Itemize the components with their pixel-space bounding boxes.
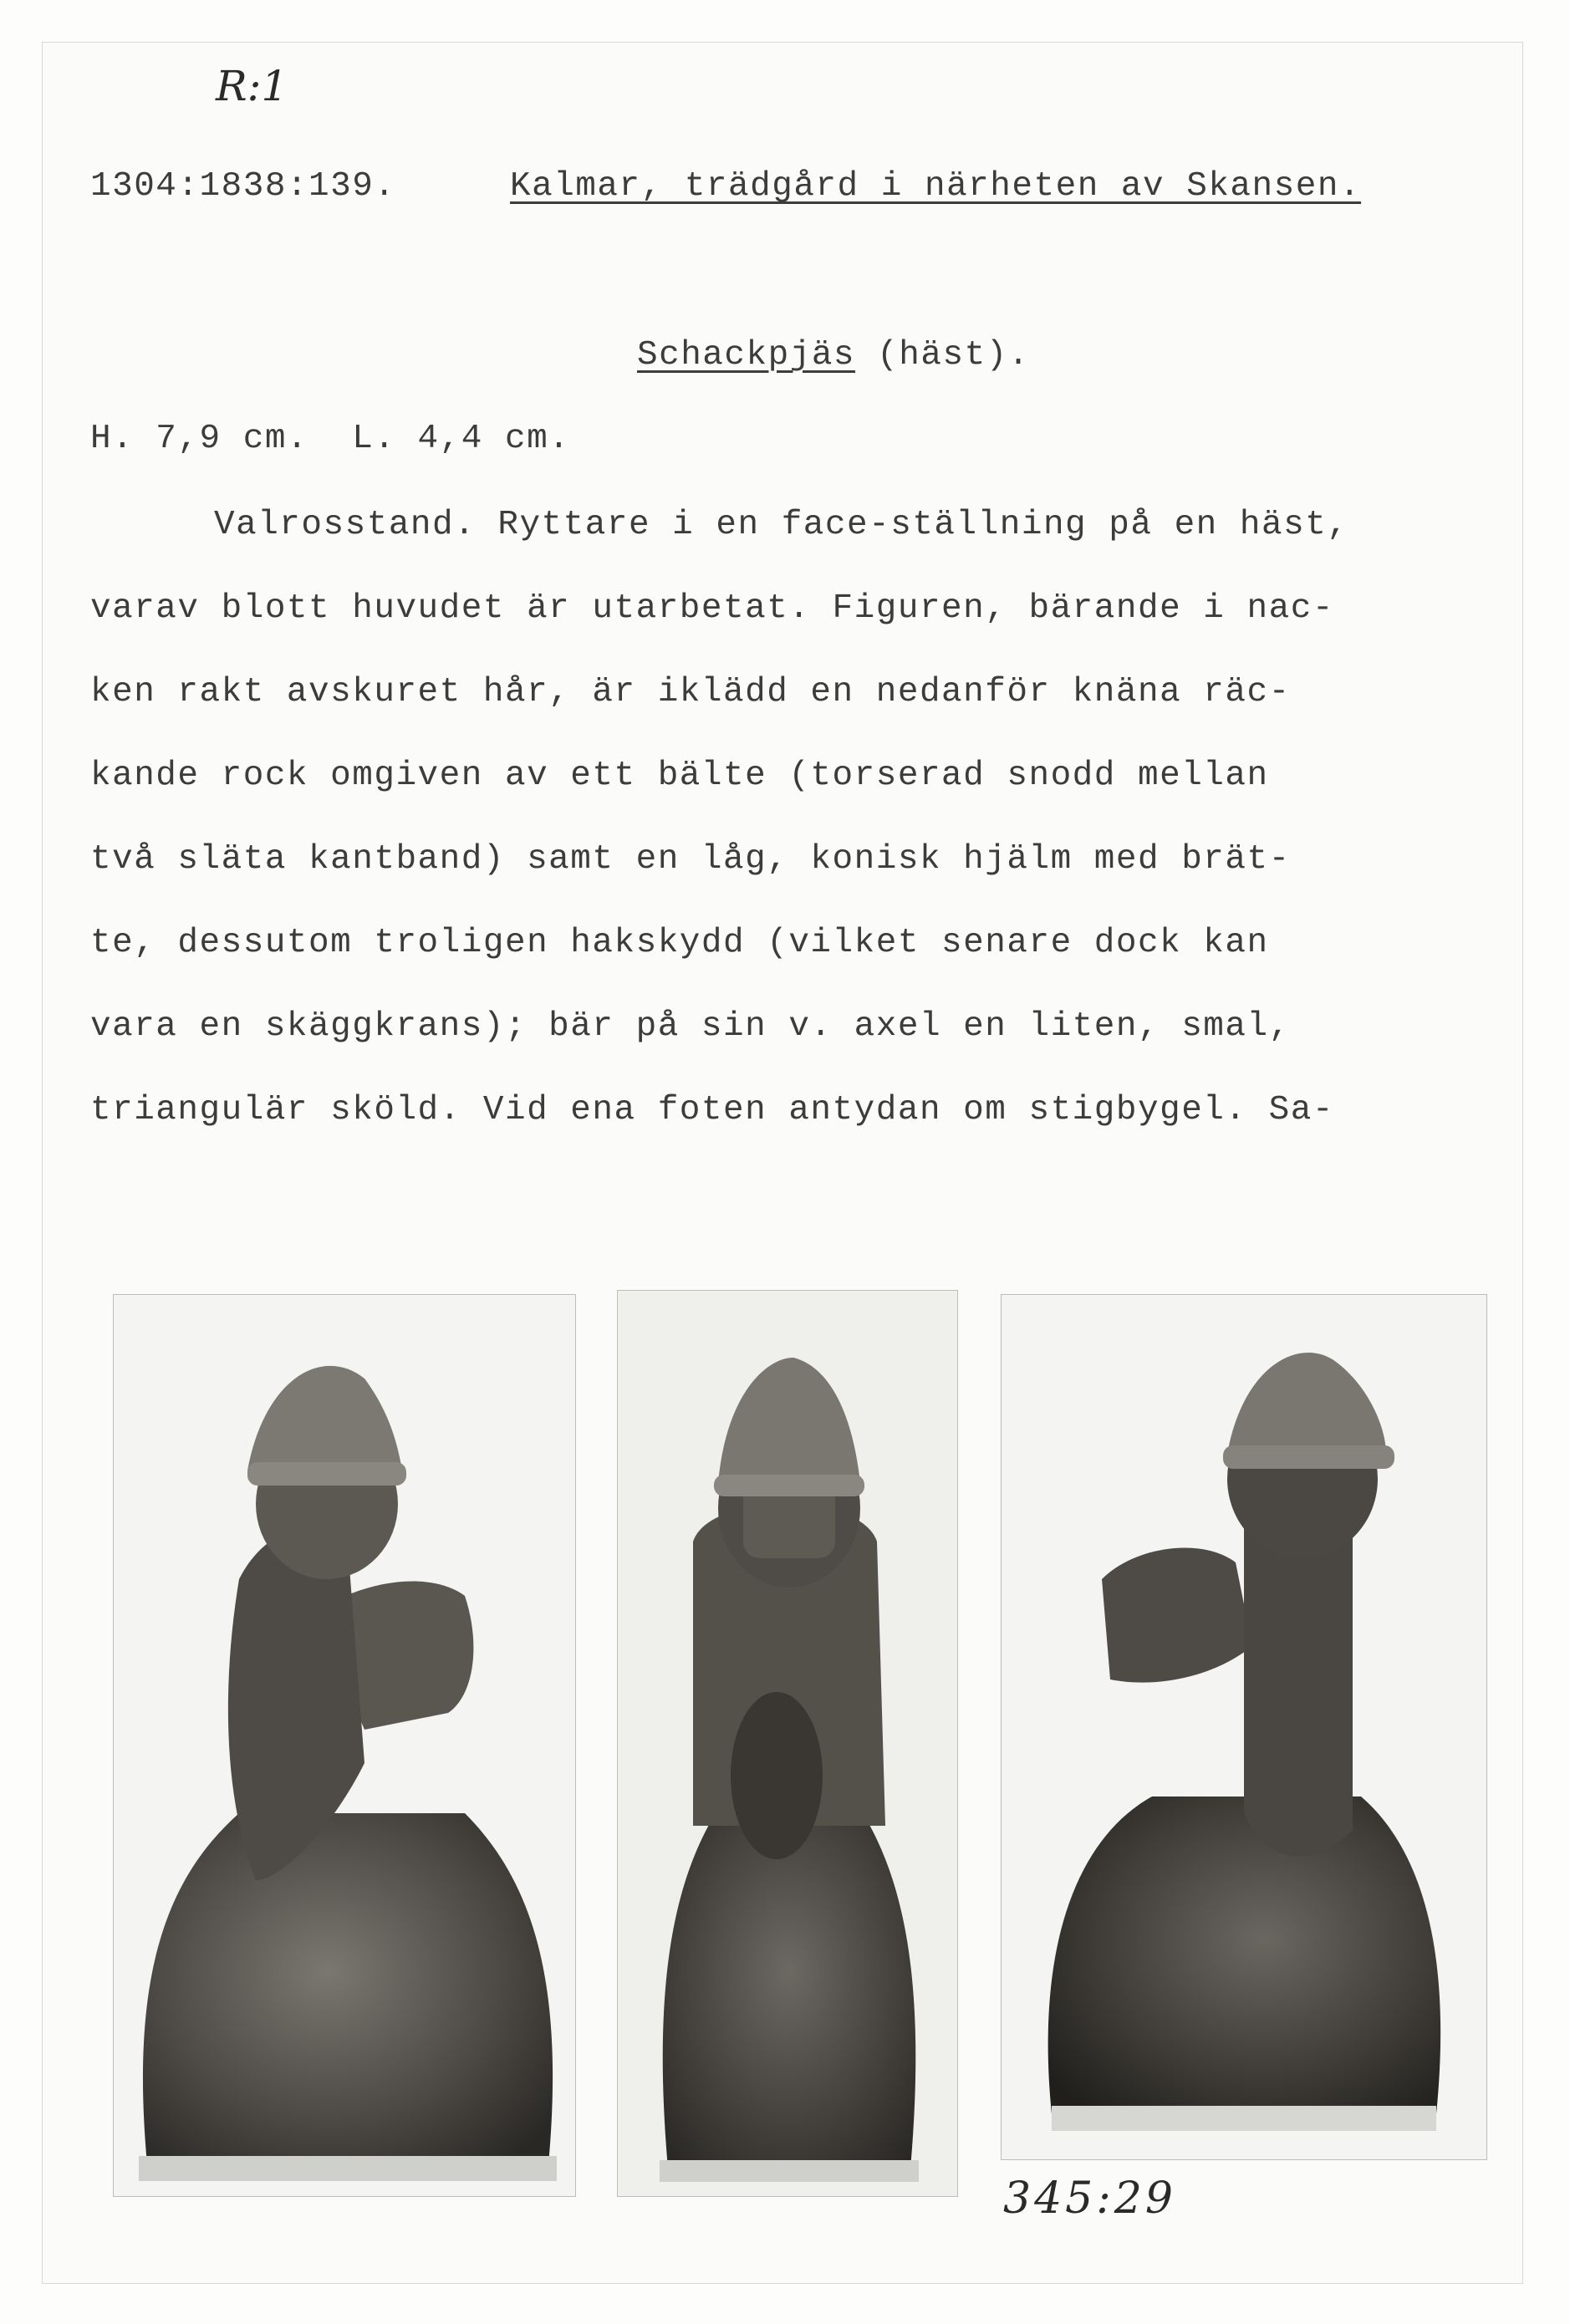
photo-left-side [113, 1294, 576, 2197]
description-line: triangulär sköld. Vid ena foten antydan om stigbygel. Sa- [90, 1091, 1334, 1129]
object-qualifier: (häst). [877, 336, 1030, 375]
description-line: ken rakt avskuret hår, är iklädd en nedanför knäna räc- [90, 673, 1291, 711]
description-line: varav blott huvudet är utarbetat. Figuren, bärande i nac- [90, 589, 1334, 628]
chess-piece-image [1002, 1295, 1486, 2159]
chess-piece-image [114, 1295, 575, 2196]
description-line: kande rock omgiven av ett bälte (torserad snodd mellan [90, 757, 1269, 795]
description-line: vara en skäggkrans); bär på sin v. axel en liten, smal, [90, 1007, 1291, 1046]
description-line: Valrosstand. Ryttare i en face-ställning på en häst, [214, 506, 1349, 544]
handwritten-mark: R:1 [216, 62, 288, 110]
description-line: två släta kantband) samt en låg, konisk hjälm med brät- [90, 840, 1291, 879]
description-line: te, dessutom troligen hakskydd (vilket senare dock kan [90, 924, 1269, 962]
handwritten-number: 345:29 [1003, 2174, 1176, 2224]
chess-piece-image [618, 1291, 957, 2196]
dimensions: H. 7,9 cm. L. 4,4 cm. [90, 420, 571, 458]
catalog-number: 1304:1838:139. [90, 167, 396, 206]
photo-front [617, 1290, 958, 2197]
object-title [637, 336, 1030, 375]
photo-right-side [1001, 1294, 1487, 2160]
find-location: Kalmar, trädgård i närheten av Skansen. [510, 167, 1362, 206]
description [90, 500, 1495, 1169]
object-name: Schackpjäs [637, 336, 856, 375]
